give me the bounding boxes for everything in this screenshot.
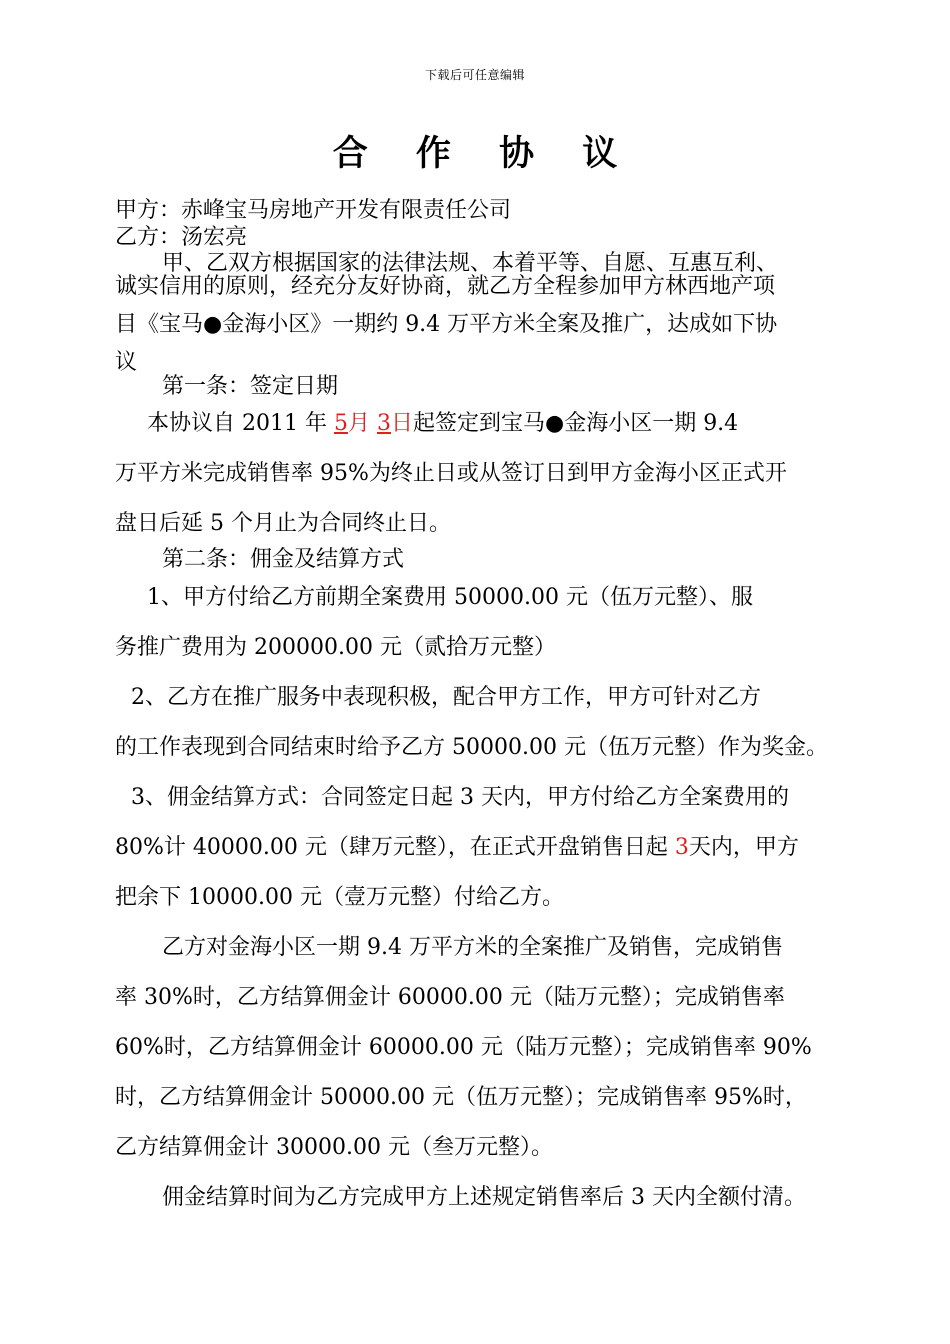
document-title: 合 作 协 议 (332, 133, 636, 174)
commission-line: 乙方对金海小区一期 9.4 万平方米的全案推广及销售，完成销售 (162, 935, 783, 960)
month-unit: 月 (347, 411, 370, 436)
preamble-line: 诚实信用的原则，经充分友好协商，就乙方全程参加甲方林西地产项 (115, 274, 776, 299)
header-note: 下载后可任意编辑 (424, 68, 525, 82)
clause-3-line: 把余下 10000.00 元（壹万元整）付给乙方。 (115, 885, 564, 910)
commission-line: 时，乙方结算佣金计 50000.00 元（伍万元整）；完成销售率 95%时， (115, 1085, 807, 1110)
party-a-line: 甲方：赤峰宝马房地产开发有限责任公司 (115, 198, 512, 223)
paragraph-line: 万平方米完成销售率 95%为终止日或从签订日到甲方金海小区正式开 (115, 461, 787, 486)
settlement-line: 佣金结算时间为乙方完成甲方上述规定销售率后 3 天内全额付清。 (162, 1185, 806, 1210)
date-line-prefix: 本协议自 2011 年 (147, 411, 334, 436)
clause-3-line (115, 834, 799, 862)
payment-days: 3 (674, 835, 689, 860)
commission-line: 60%时，乙方结算佣金计 60000.00 元（陆万元整）；完成销售率 90% (115, 1035, 812, 1060)
clause-3-prefix: 80%计 40000.00 元（肆万元整），在正式开盘销售日起 (115, 835, 675, 860)
sign-day: 3 (376, 411, 391, 436)
preamble-line: 议 (115, 350, 138, 375)
preamble-line: 目《宝马●金海小区》一期约 9.4 万平方米全案及推广，达成如下协 (115, 312, 778, 337)
day-unit: 日 (390, 411, 413, 436)
preamble-line: 甲、乙双方根据国家的法律法规、本着平等、自愿、互惠互利、 (162, 251, 779, 276)
date-space (370, 411, 377, 436)
clause-3-line: 3、佣金结算方式：合同签定日起 3 天内，甲方付给乙方全案费用的 (131, 785, 789, 810)
article-2-heading: 第二条：佣金及结算方式 (162, 547, 405, 572)
date-line (147, 410, 738, 438)
clause-1-line: 务推广费用为 200000.00 元（贰拾万元整） (115, 635, 556, 660)
article-1-heading: 第一条：签定日期 (162, 374, 339, 399)
clause-2-line: 2、乙方在推广服务中表现积极，配合甲方工作，甲方可针对乙方 (131, 685, 761, 710)
clause-2-line: 的工作表现到合同结束时给予乙方 50000.00 元（伍万元整）作为奖金。 (115, 735, 828, 760)
clause-1-line: 1、甲方付给乙方前期全案费用 50000.00 元（伍万元整）、服 (147, 585, 753, 610)
party-b-line: 乙方：汤宏亮 (115, 225, 248, 250)
sign-month: 5 (333, 411, 348, 436)
date-line-suffix: 起签定到宝马●金海小区一期 9.4 (413, 411, 739, 436)
clause-3-suffix: 天内，甲方 (688, 835, 799, 860)
commission-line: 率 30%时，乙方结算佣金计 60000.00 元（陆万元整）；完成销售率 (115, 985, 785, 1010)
commission-line: 乙方结算佣金计 30000.00 元（叁万元整）。 (115, 1135, 553, 1160)
paragraph-line: 盘日后延 5 个月止为合同终止日。 (115, 511, 451, 536)
